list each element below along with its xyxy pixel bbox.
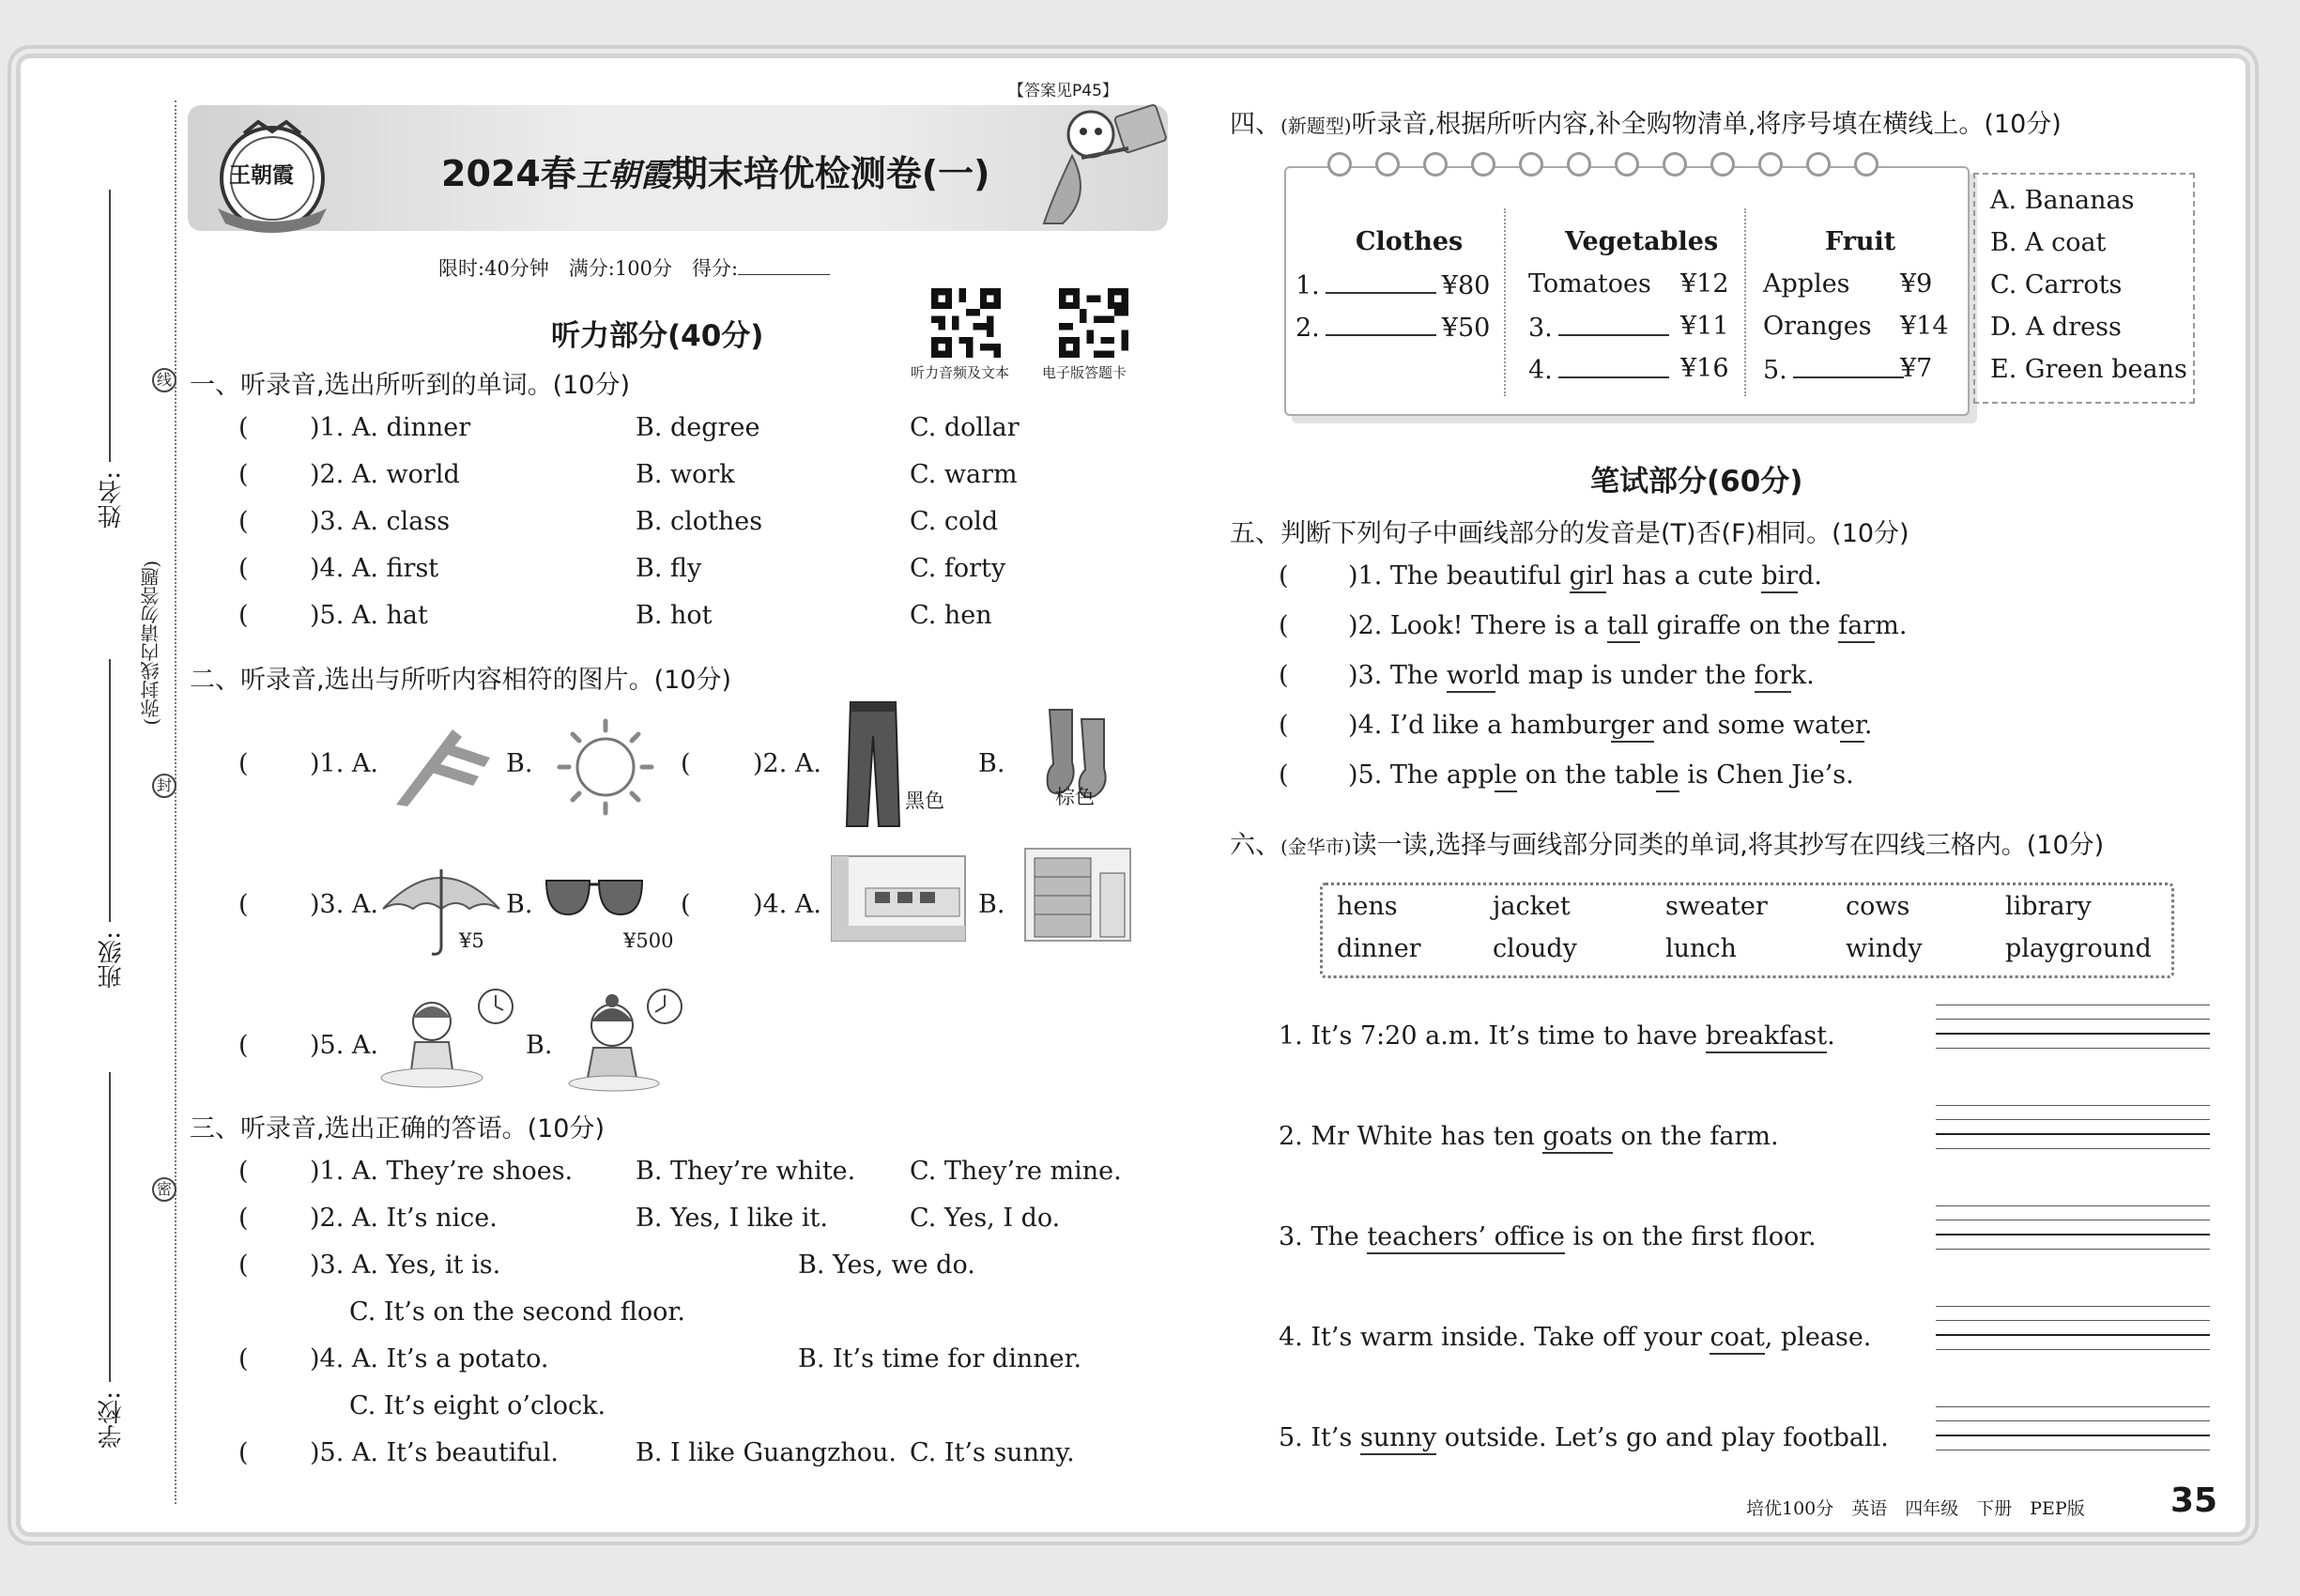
text: ld map is under the	[1495, 661, 1755, 690]
underlined: teachers’ office	[1367, 1222, 1565, 1254]
row-number: 2.	[1296, 314, 1320, 343]
text: outside. Let’s go and play football.	[1436, 1423, 1889, 1452]
row-number: 3.	[1528, 314, 1553, 343]
underlined: goats	[1542, 1122, 1612, 1154]
word-bank-item: playground	[2005, 934, 2152, 963]
fruit-title: Fruit	[1825, 227, 1896, 256]
logo-text: 王朝霞	[229, 162, 294, 188]
option-item: C. Carrots	[1990, 270, 2123, 299]
part6-sentence-2	[1279, 1122, 1779, 1151]
text: l has a cute	[1605, 561, 1762, 591]
windy-icon[interactable]	[387, 720, 499, 814]
score-blank[interactable]	[738, 274, 830, 275]
exam-page	[21, 58, 2246, 1532]
list-divider	[1744, 208, 1746, 396]
row-number: 5.	[1763, 356, 1787, 385]
part3-q5-c[interactable]: C. It’s sunny.	[910, 1438, 1075, 1467]
part1-item-c[interactable]: C. forty	[910, 554, 1006, 583]
text: , please.	[1764, 1323, 1872, 1352]
girl-eating-icon[interactable]	[374, 986, 524, 1091]
part2-q1-b[interactable]: B.	[506, 749, 533, 778]
vegetables-row[interactable]	[1528, 312, 1675, 343]
class-label: 班级:	[98, 931, 126, 989]
text: l giraffe on the	[1640, 611, 1839, 640]
class-line	[109, 659, 111, 922]
vegetables-row[interactable]	[1528, 354, 1675, 385]
part2-paren[interactable]: (	[681, 890, 691, 919]
part3-q3-b[interactable]: B. Yes, we do.	[798, 1251, 975, 1280]
part1-paren[interactable]: (	[238, 554, 249, 583]
part5-heading: 五、判断下列句子中画线部分的发音是(T)否(F)相同。(10分)	[1230, 519, 1909, 548]
four-line-grid[interactable]	[1936, 1306, 2210, 1362]
clothes-title: Clothes	[1356, 227, 1464, 256]
part3-q1-a[interactable]: )1. A. They’re shoes.	[310, 1157, 574, 1186]
underlined: le	[1656, 760, 1679, 792]
part2-q2-b[interactable]: B.	[978, 749, 1005, 778]
text: 5. It’s	[1279, 1423, 1360, 1452]
part1-item-b[interactable]: B. fly	[636, 554, 702, 583]
fruit-row[interactable]	[1763, 354, 1909, 385]
text: )4. I’d like a hambur	[1348, 711, 1611, 740]
part3-paren[interactable]: (	[238, 1344, 249, 1373]
word-bank-item: cloudy	[1493, 934, 1577, 963]
underlined: er	[1840, 711, 1864, 743]
underlined: for	[1755, 661, 1791, 693]
underlined: coat	[1710, 1323, 1764, 1355]
underlined: le	[1495, 760, 1518, 792]
word-bank-item: jacket	[1493, 892, 1571, 921]
underlined: far	[1838, 611, 1875, 643]
exam-limits	[438, 253, 830, 282]
part2-paren[interactable]: (	[681, 749, 691, 778]
vegetables-price: ¥11	[1680, 312, 1729, 341]
part4-prefix: 四、	[1230, 110, 1280, 139]
row-price: ¥50	[1441, 314, 1491, 343]
word-bank-item: cows	[1846, 892, 1910, 921]
word-bank-item: windy	[1846, 934, 1923, 963]
text: 1. It’s 7:20 a.m. It’s time to have	[1279, 1021, 1706, 1051]
four-line-grid[interactable]	[1936, 1105, 2210, 1161]
part3-heading: 三、听录音,选出正确的答语。(10分)	[190, 1114, 606, 1143]
part1-item-c[interactable]: C. warm	[910, 460, 1018, 489]
part1-paren[interactable]: (	[238, 413, 249, 442]
part6-tag: (金华市)	[1280, 836, 1352, 858]
computer-room-icon[interactable]	[828, 851, 969, 944]
name-label: 姓名:	[98, 471, 126, 529]
option-item: B. A coat	[1990, 228, 2107, 257]
four-line-grid[interactable]	[1936, 1205, 2210, 1262]
part5-paren[interactable]: (	[1279, 661, 1289, 690]
text: m.	[1875, 611, 1908, 640]
part1-item-c[interactable]: C. cold	[910, 507, 999, 536]
fruit-price: ¥7	[1900, 354, 1933, 383]
school-label: 学校:	[98, 1391, 126, 1449]
answer-blank[interactable]	[1326, 269, 1436, 294]
part1-item-a[interactable]: )4. A. first	[310, 554, 439, 583]
text: 2. Mr White has ten	[1279, 1122, 1543, 1151]
part6-heading-text: 读一读,选择与画线部分同类的单词,将其抄写在四线三格内。(10分)	[1351, 831, 2105, 860]
text: 4. It’s warm inside. Take off your	[1279, 1323, 1710, 1352]
sunglasses-price: ¥500	[623, 929, 674, 952]
part1-paren[interactable]: (	[238, 601, 249, 630]
answer-blank[interactable]	[1558, 312, 1669, 336]
umbrella-icon[interactable]	[376, 856, 507, 959]
option-item: E. Green beans	[1990, 355, 2187, 384]
part5-paren[interactable]: (	[1279, 561, 1289, 591]
footer-text: 培优100分 英语 四年级 下册 PEP版	[1746, 1498, 2085, 1519]
part3-paren[interactable]: (	[238, 1438, 249, 1467]
text: )5. The app	[1348, 760, 1495, 790]
part5-sentence-1[interactable]	[1348, 561, 1822, 591]
option-item: D. A dress	[1990, 313, 2122, 342]
exam-title	[441, 145, 990, 196]
part3-q3-a[interactable]: )3. A. Yes, it is.	[310, 1251, 501, 1280]
underlined: ger	[1611, 711, 1654, 743]
part1-paren[interactable]: (	[238, 460, 249, 489]
vegetables-title: Vegetables	[1565, 227, 1719, 256]
clothes-row[interactable]	[1296, 312, 1490, 343]
part5-sentence-4[interactable]	[1348, 711, 1873, 740]
mascot-illustration	[988, 92, 1175, 233]
underlined: tal	[1607, 611, 1641, 643]
secret-mark: 密	[152, 1177, 176, 1202]
part3-q1-c[interactable]: C. They’re mine.	[910, 1157, 1122, 1186]
writing-title: 笔试部分(60分)	[1590, 465, 1803, 499]
underlined: sunny	[1360, 1423, 1436, 1455]
underlined: wor	[1447, 661, 1495, 693]
page-number: 35	[2170, 1481, 2218, 1520]
part6-sentence-4	[1279, 1323, 1871, 1352]
part2-q4-a[interactable]: )4. A.	[753, 890, 821, 919]
part5-sentence-5[interactable]	[1348, 760, 1854, 790]
answer-blank[interactable]	[1558, 354, 1669, 378]
word-bank-item: hens	[1337, 892, 1398, 921]
part5-paren[interactable]: (	[1279, 711, 1289, 740]
fruit-price: ¥14	[1900, 312, 1949, 341]
text: 3. The	[1279, 1222, 1368, 1251]
text: on the farm.	[1612, 1122, 1779, 1151]
list-divider	[1504, 208, 1506, 396]
part3-q5-a[interactable]: )5. A. It’s beautiful.	[310, 1438, 559, 1467]
part1-item-b[interactable]: B. degree	[636, 413, 760, 442]
limits-text: 限时:40分钟 满分:100分 得分:	[438, 257, 739, 280]
text: is on the first floor.	[1564, 1222, 1817, 1251]
text: )3. The	[1348, 661, 1447, 690]
part3-q2-c[interactable]: C. Yes, I do.	[910, 1204, 1061, 1233]
four-line-grid[interactable]	[1936, 1005, 2210, 1061]
part2-paren[interactable]: (	[238, 1031, 249, 1060]
part6-heading	[1230, 824, 2104, 861]
part2-q3-a[interactable]: )3. A.	[310, 890, 378, 919]
underlined: bir	[1761, 561, 1798, 593]
listening-title: 听力部分(40分)	[551, 319, 764, 353]
part1-item-c[interactable]: C. dollar	[910, 413, 1020, 442]
part1-item-b[interactable]: B. work	[636, 460, 735, 489]
part2-q2-a[interactable]: )2. A.	[753, 749, 821, 778]
part5-paren[interactable]: (	[1279, 611, 1289, 640]
part3-q4-c[interactable]: C. It’s eight o’clock.	[349, 1391, 606, 1420]
binding-notice: (弥封线内请勿答题)	[140, 560, 162, 726]
part5-sentence-2[interactable]	[1348, 611, 1907, 640]
text: d.	[1798, 561, 1822, 591]
text: on the tab	[1517, 760, 1656, 790]
part5-paren[interactable]: (	[1279, 760, 1289, 790]
part3-q4-a[interactable]: )4. A. It’s a potato.	[310, 1344, 549, 1373]
part1-item-a[interactable]: )2. A. world	[310, 460, 460, 489]
pants-color: 黑色	[905, 790, 944, 812]
four-line-grid[interactable]	[1936, 1406, 2210, 1463]
word-bank-item: dinner	[1337, 934, 1421, 963]
part6-sentence-1	[1279, 1021, 1835, 1051]
part1-paren[interactable]: (	[238, 507, 249, 536]
part3-paren[interactable]: (	[238, 1204, 249, 1233]
part3-q2-b[interactable]: B. Yes, I like it.	[636, 1204, 828, 1233]
school-line	[109, 1072, 111, 1382]
part4-heading-text: 听录音,根据所听内容,补全购物清单,将序号填在横线上。(10分)	[1351, 110, 2062, 139]
text: )2. Look! There is a	[1348, 611, 1607, 640]
black-pants-icon[interactable]	[845, 698, 901, 830]
fruit-price: ¥9	[1900, 269, 1933, 299]
sunglasses-icon[interactable]	[543, 873, 646, 926]
part3-q1-b[interactable]: B. They’re white.	[636, 1157, 856, 1186]
qr2-label: 电子版答题卡	[1042, 364, 1127, 381]
part6-sentence-5	[1279, 1423, 1889, 1452]
sunny-icon[interactable]	[554, 715, 657, 819]
part4-tag: (新题型)	[1280, 115, 1352, 137]
vegetables-price: ¥16	[1680, 354, 1729, 383]
word-bank-item: lunch	[1665, 934, 1737, 963]
library-icon[interactable]	[1021, 845, 1134, 944]
binding-dotted-line	[175, 100, 176, 1504]
underlined: breakfast	[1706, 1021, 1827, 1053]
title-year: 2024春	[441, 153, 576, 194]
answer-blank[interactable]	[1793, 354, 1904, 378]
text: .	[1827, 1021, 1835, 1051]
part1-item-a[interactable]: )3. A. class	[310, 507, 451, 536]
part3-paren[interactable]: (	[238, 1157, 249, 1186]
part3-q3-c[interactable]: C. It’s on the second floor.	[349, 1297, 685, 1327]
answer-reference: 【答案见P45】	[1008, 82, 1118, 100]
part3-q5-b[interactable]: B. I like Guangzhou.	[636, 1438, 897, 1467]
part2-paren[interactable]: (	[238, 749, 249, 778]
part2-q3-b[interactable]: B.	[506, 890, 533, 919]
text: .	[1863, 711, 1873, 740]
vegetables-item: Tomatoes	[1528, 269, 1651, 299]
vegetables-price: ¥12	[1680, 269, 1729, 299]
socks-color: 棕色	[1055, 786, 1095, 808]
text: and some wat	[1653, 711, 1840, 740]
row-number: 1.	[1296, 271, 1320, 300]
name-line	[109, 190, 111, 462]
part1-item-b[interactable]: B. clothes	[636, 507, 763, 536]
part1-item-c[interactable]: C. hen	[910, 601, 992, 630]
qr1-label: 听力音频及文本	[911, 364, 1010, 381]
row-number: 4.	[1528, 356, 1553, 385]
part1-heading: 一、听录音,选出所听到的单词。(10分)	[190, 371, 631, 400]
title-rest: 期末培优检测卷(一)	[671, 153, 990, 194]
part2-paren[interactable]: (	[238, 890, 249, 919]
underlined: gir	[1570, 561, 1606, 593]
fruit-item: Apples	[1763, 269, 1850, 299]
umbrella-price: ¥5	[459, 929, 484, 952]
option-item: A. Bananas	[1990, 186, 2135, 215]
part6-prefix: 六、	[1230, 831, 1280, 860]
line-mark: 线	[152, 368, 176, 392]
clothes-row[interactable]	[1296, 269, 1490, 300]
part5-sentence-3[interactable]	[1348, 661, 1815, 690]
text: is Chen Jie’s.	[1679, 760, 1854, 790]
answer-blank[interactable]	[1326, 312, 1436, 336]
part3-q2-a[interactable]: )2. A. It’s nice.	[310, 1204, 498, 1233]
part1-item-a[interactable]: )5. A. hat	[310, 601, 428, 630]
word-bank-item: library	[2005, 892, 2092, 921]
title-brand: 王朝霞	[575, 157, 672, 194]
part2-q5-a[interactable]: )5. A.	[310, 1031, 378, 1060]
seal-mark: 封	[152, 774, 176, 798]
part1-item-a[interactable]: )1. A. dinner	[310, 413, 471, 442]
text: k.	[1790, 661, 1815, 690]
part6-sentence-3	[1279, 1222, 1817, 1251]
part2-q4-b[interactable]: B.	[978, 890, 1005, 919]
row-price: ¥80	[1441, 271, 1491, 300]
part3-q4-b[interactable]: B. It’s time for dinner.	[798, 1344, 1082, 1373]
qr-code-audio[interactable]	[931, 288, 1001, 358]
qr-code-answer-card[interactable]	[1059, 288, 1128, 358]
part2-q5-b[interactable]: B.	[526, 1031, 553, 1060]
girl-at-clock-icon[interactable]	[565, 984, 687, 1093]
text: )1. The beautiful	[1348, 561, 1570, 591]
part4-heading	[1230, 103, 2062, 140]
part2-heading: 二、听录音,选出与所听内容相符的图片。(10分)	[190, 666, 732, 695]
part3-paren[interactable]: (	[238, 1251, 249, 1280]
part2-q1-a[interactable]: )1. A.	[310, 749, 378, 778]
part1-item-b[interactable]: B. hot	[636, 601, 713, 630]
word-bank-item: sweater	[1665, 892, 1768, 921]
fruit-item: Oranges	[1763, 312, 1872, 341]
